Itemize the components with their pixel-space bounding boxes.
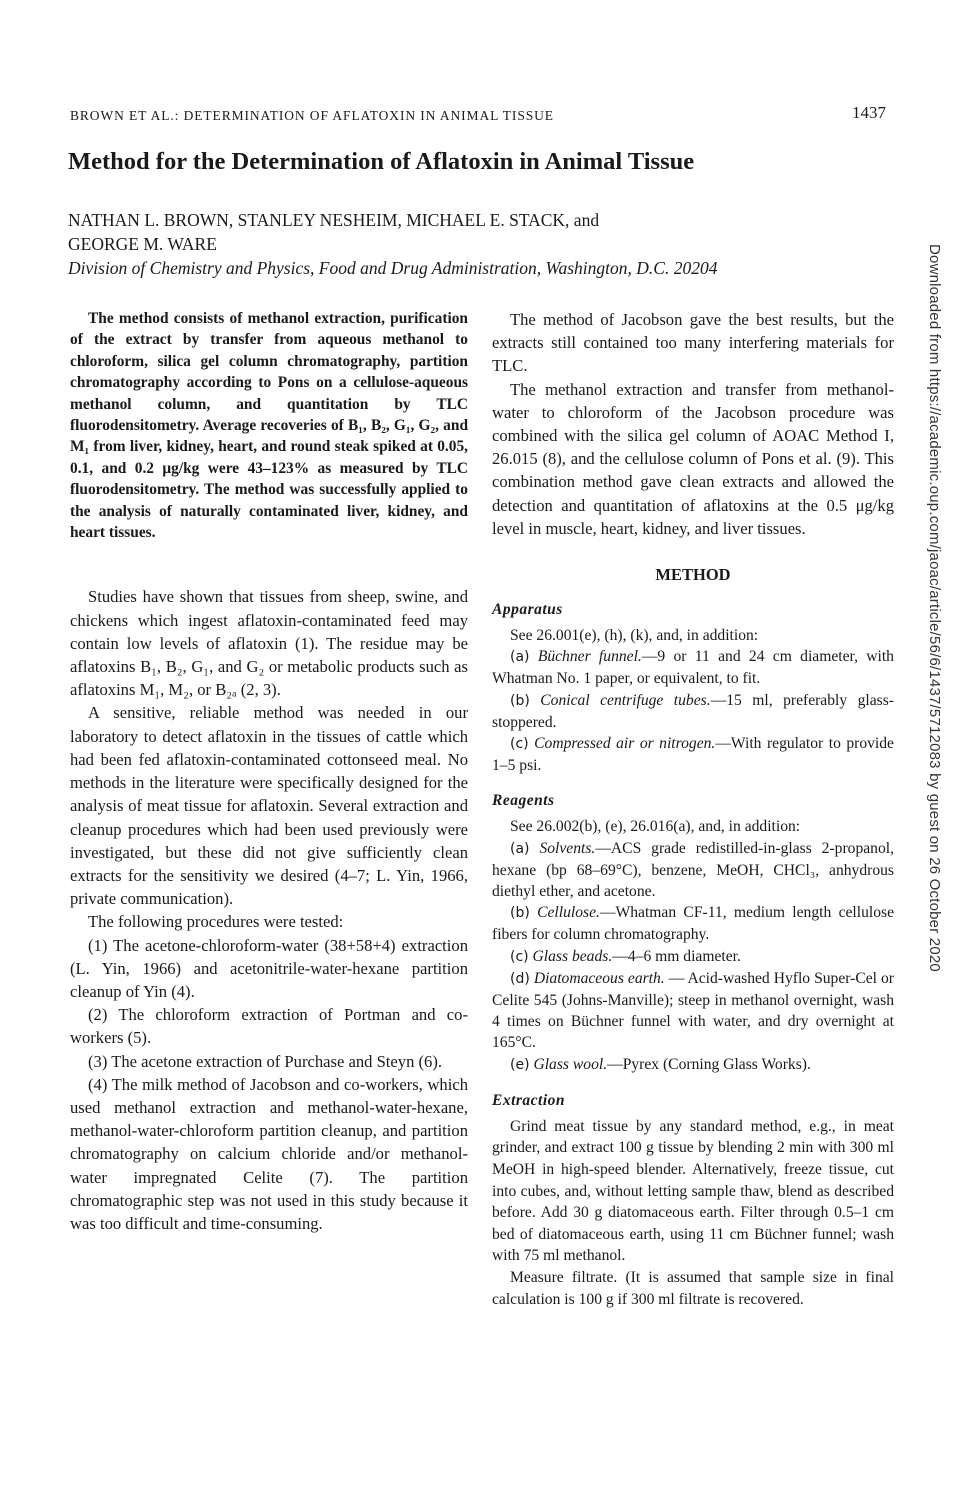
- item-term: Glass wool.: [533, 1055, 608, 1073]
- article-title: Method for the Determination of Aflatoxin in Animal Tissue: [68, 148, 695, 175]
- affiliation: Division of Chemistry and Physics, Food and Drug Administration, Washington, D.C. 20204: [68, 258, 718, 278]
- extraction-paragraph: Measure filtrate. (It is assumed that sample size in final calculation is 100 g if 300 ml filtrate is recovered.: [492, 1269, 894, 1308]
- abstract: The method consists of methanol extraction, purification of the extract by transfer from aqueous methanol to chloroform, silica gel column chromatography, partition chromatography according to Pons on a cellulose-aqueous methanol column, and quantitation by TLC fluorodensitometry. Average recoveries of B₁, B₂, G₁, G₂, and M₁ from liver, kidney, heart, and round steak spiked at 0.05, 0.1, and 0.2 μg/kg were 43–123% as measured by TLC fluorodensitometry. The method was successfully applied to the analysis of naturally contaminated liver, kidney, and heart tissues.: [70, 310, 468, 542]
- apparatus-item: [492, 646, 894, 689]
- item-label: (a): [510, 840, 530, 857]
- body-paragraph: A sensitive, reliable method was needed in our laboratory to detect aflatoxin in the tissues of cattle which had been fed aflatoxin-contaminated cottonseed meal. No methods in the literature were specifically designed for the analysis of meat tissue for aflatoxin. Several extraction and cleanup procedures which had been used previously were investigated, but these did not give sufficiently clean extracts for the sensitivity we desired (4–7; L. Yin, 1966, private communication).: [70, 703, 468, 909]
- extraction-paragraph: Grind meat tissue by any standard method, e.g., in meat grinder, and extract 100 g tissue by blending 2 min with 300 ml MeOH in high-speed blender. Alternatively, freeze tissue, cut into cubes, and, without letting sample thaw, blend as described before. Add 30 g diatomaceous earth. Filter through 0.5–1 cm bed of diatomaceous earth, using 11 cm Büchner funnel; wash with 75 ml methanol.: [492, 1117, 894, 1265]
- author-list: [68, 208, 599, 256]
- reagent-item: [492, 1054, 894, 1076]
- item-text: —Whatman CF-11, medium length cellulose fibers for column chromatography.: [492, 904, 894, 944]
- item-text: —With regulator to provide 1–5 psi.: [492, 735, 894, 775]
- item-label: (c): [510, 948, 529, 965]
- item-term: Glass beads.: [532, 947, 613, 965]
- item-text: —Pyrex (Corning Glass Works).: [607, 1055, 811, 1073]
- right-column: [492, 308, 894, 1310]
- item-label: (a): [510, 649, 530, 666]
- apparatus-item: [492, 733, 894, 776]
- download-note: Downloaded from https://academic.oup.com/jaoac/article/56/6/1437/5712083 by guest on 26 October 2020: [926, 244, 943, 972]
- body-paragraph: Studies have shown that tissues from sheep, swine, and chickens which ingest aflatoxin-contaminated feed may contain low levels of aflatoxin (1). The residue may be aflatoxins B₁, B₂, G₁, and G₂ or metabolic products such as aflatoxins M₁, M₂, or B₂ₐ (2, 3).: [70, 587, 468, 700]
- subheading-extraction: Extraction: [492, 1091, 566, 1109]
- reagent-item: [492, 968, 894, 1054]
- item-text: —4–6 mm diameter.: [612, 947, 741, 965]
- subheading-reagents: Reagents: [492, 792, 555, 810]
- item-term: Diatomaceous earth.: [533, 969, 665, 987]
- reagent-item: [492, 838, 894, 903]
- body-paragraph: The following procedures were tested:: [88, 912, 344, 932]
- section-heading-method: METHOD: [655, 565, 731, 585]
- reagents-intro: See 26.002(b), (e), 26.016(a), and, in addition:: [510, 818, 801, 836]
- body-paragraph: The method of Jacobson gave the best results, but the extracts still contained too many interfering materials for TLC.: [492, 310, 894, 376]
- item-label: (b): [510, 905, 530, 922]
- item-label: (c): [510, 736, 529, 753]
- item-text: — Acid-washed Hyflo Super-Cel or Celite 545 (Johns-Manville); steep in methanol overnight, wash 4 times on Büchner funnel with water, and dry overnight at 165°C.: [492, 969, 894, 1052]
- author-line: NATHAN L. BROWN, STANLEY NESHEIM, MICHAEL E. STACK, and: [68, 210, 600, 230]
- procedure-item: (3) The acetone extraction of Purchase and Steyn (6).: [88, 1051, 443, 1071]
- apparatus-item: [492, 690, 894, 733]
- running-head: BROWN ET AL.: DETERMINATION OF AFLATOXIN IN ANIMAL TISSUE: [70, 108, 554, 123]
- item-term: Cellulose.: [537, 904, 600, 922]
- item-term: Conical centrifuge tubes.: [540, 691, 711, 709]
- item-text: —ACS grade redistilled-in-glass 2-propanol, hexane (bp 68–69°C), benzene, MeOH, CHCl₃, anhydrous diethyl ether, and acetone.: [492, 839, 894, 901]
- item-term: Compressed air or nitrogen.: [534, 735, 716, 753]
- item-label: (d): [510, 970, 530, 987]
- item-label: (e): [510, 1056, 530, 1073]
- download-watermark: [926, 244, 965, 1184]
- page-number: 1437: [852, 103, 886, 122]
- item-text: —15 ml, preferably glass-stoppered.: [492, 691, 894, 731]
- procedure-item: (2) The chloroform extraction of Portman and co-workers (5).: [70, 1005, 468, 1048]
- item-text: —9 or 11 and 24 cm diameter, with Whatman No. 1 paper, or equivalent, to fit.: [492, 648, 894, 688]
- item-term: Büchner funnel.: [537, 648, 642, 666]
- apparatus-intro: See 26.001(e), (h), (k), and, in addition:: [510, 627, 759, 645]
- item-label: (b): [510, 692, 530, 709]
- procedure-item: (1) The acetone-chloroform-water (38+58+4) extraction (L. Yin, 1966) and acetonitrile-water-hexane partition cleanup of Yin (4).: [70, 935, 468, 1001]
- author-line: GEORGE M. WARE: [68, 234, 217, 254]
- reagent-item: [492, 902, 894, 945]
- body-paragraph: The methanol extraction and transfer from methanol-water to chloroform of the Jacobson procedure was combined with the silica gel column of AOAC Method I, 26.015 (8), and the cellulose column of Pons et al. (9). This combination method gave clean extracts and allowed the detection and quantitation of aflatoxins at the 0.5 μg/kg level in muscle, heart, kidney, and liver tissues.: [492, 379, 894, 538]
- item-term: Solvents.: [539, 839, 596, 857]
- procedure-item: (4) The milk method of Jacobson and co-workers, which used methanol extraction and methanol-water-hexane, methanol-water-chloroform partition cleanup, and partition chromatography on calcium chloride and/or methanol-water impregnated Celite (7). The partition chromatographic step was not used in this study because it was too difficult and time-consuming.: [70, 1074, 468, 1233]
- reagent-item: [492, 946, 894, 968]
- left-column: [70, 308, 468, 1235]
- subheading-apparatus: Apparatus: [492, 601, 563, 619]
